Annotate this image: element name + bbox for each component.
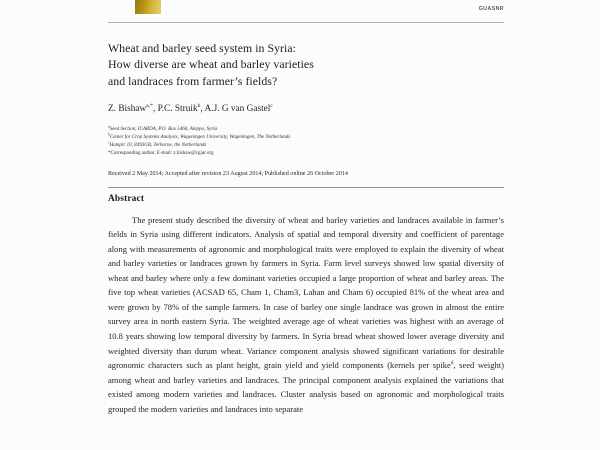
journal-logo-icon [135, 0, 161, 14]
publisher-mark: GUASNR [478, 6, 504, 12]
title-line-3: and landraces from farmer’s fields? [108, 73, 278, 88]
abstract-divider [108, 187, 504, 188]
author-name: P.C. Struik [157, 103, 198, 114]
affiliation-text: Center for Crop Systems Analysis, Wageningen University, Wageningen, The Netherlands [109, 133, 291, 140]
author-affiliation-mark: c [270, 102, 273, 109]
affiliation-mark: c [108, 140, 110, 145]
affiliation-mark: b [108, 132, 110, 137]
abstract-footnote-mark: d [450, 360, 454, 367]
title-line-2: How diverse are wheat and barley varieties [108, 57, 314, 72]
affiliation-mark: a [108, 124, 110, 129]
publication-dates: Received 2 May 2014; Accepted after revision 23 August 2014; Published online 26 October 2014 [108, 170, 348, 177]
affiliation-text: Seed Section, ICARDA, P.O. Box 5466, Aleppo, Syria [109, 125, 218, 132]
author-separator: , [200, 103, 205, 114]
author-name: Z. Bishaw [108, 103, 147, 114]
affiliation-line [108, 142, 504, 150]
affiliation-list [108, 126, 504, 158]
author-list [108, 103, 504, 115]
page-title [108, 40, 504, 89]
author-affiliation-mark: b [197, 102, 201, 109]
author-name: A.J. G van Gastel [204, 103, 271, 114]
author-affiliation-mark: a,* [146, 102, 153, 109]
article-content [108, 40, 504, 416]
abstract-text-part-2: , seed weight) among wheat and barley varieties and landraces. The principal component analysis explained the variations that existed among modern varieties and landraces. Cluster analysis based on agronomic and morphological traits grouped the modern varieties and landraces into separate [108, 360, 504, 414]
masthead-divider [108, 22, 504, 23]
abstract-text-part-1: The present study described the diversity of wheat and barley varieties and landraces available in farmer’s fields in Syria using different indicators. Analysis of spatial and temporal diversity and coefficient of parentage along with measurements of agronomic and morphological traits were employed to explain the diversity of wheat and barley varieties or landraces grown by farmers in Syria. Farm level surveys showed low spatial diversity of wheat and barley where only a few dominant varieties occupied a large proportion of wheat and barley areas. The five top wheat varieties (ACSAD 65, Cham 1, Cham3, Lahan and Cham 6) occupied 81% of the wheat area and were grown by 78% of the sample farmers. In case of barley one single landrace was grown in almost the entire survey area in north eastern Syria. The weighted average age of wheat varieties was highest with an average of 10.8 years showing low temporal diversity by farmers. In Syria bread wheat showed lower average diversity and weighted diversity than durum wheat. Variance component analysis showed significant variations for desirable agronomic characters such as plant height, grain yield and yield components (kernels per spike [108, 214, 504, 371]
corresponding-author-line: *Corresponding author. E-mail: z.bishaw@cgiar.org [108, 149, 214, 156]
affiliation-text: Hampir 10, 8493GB, Terhorne, the Netherlands [109, 141, 207, 148]
abstract-body [108, 213, 504, 417]
journal-masthead [135, 0, 504, 20]
abstract-heading: Abstract [108, 193, 145, 204]
title-line-1: Wheat and barley seed system in Syria: [108, 41, 296, 55]
author-separator: , [152, 103, 158, 114]
